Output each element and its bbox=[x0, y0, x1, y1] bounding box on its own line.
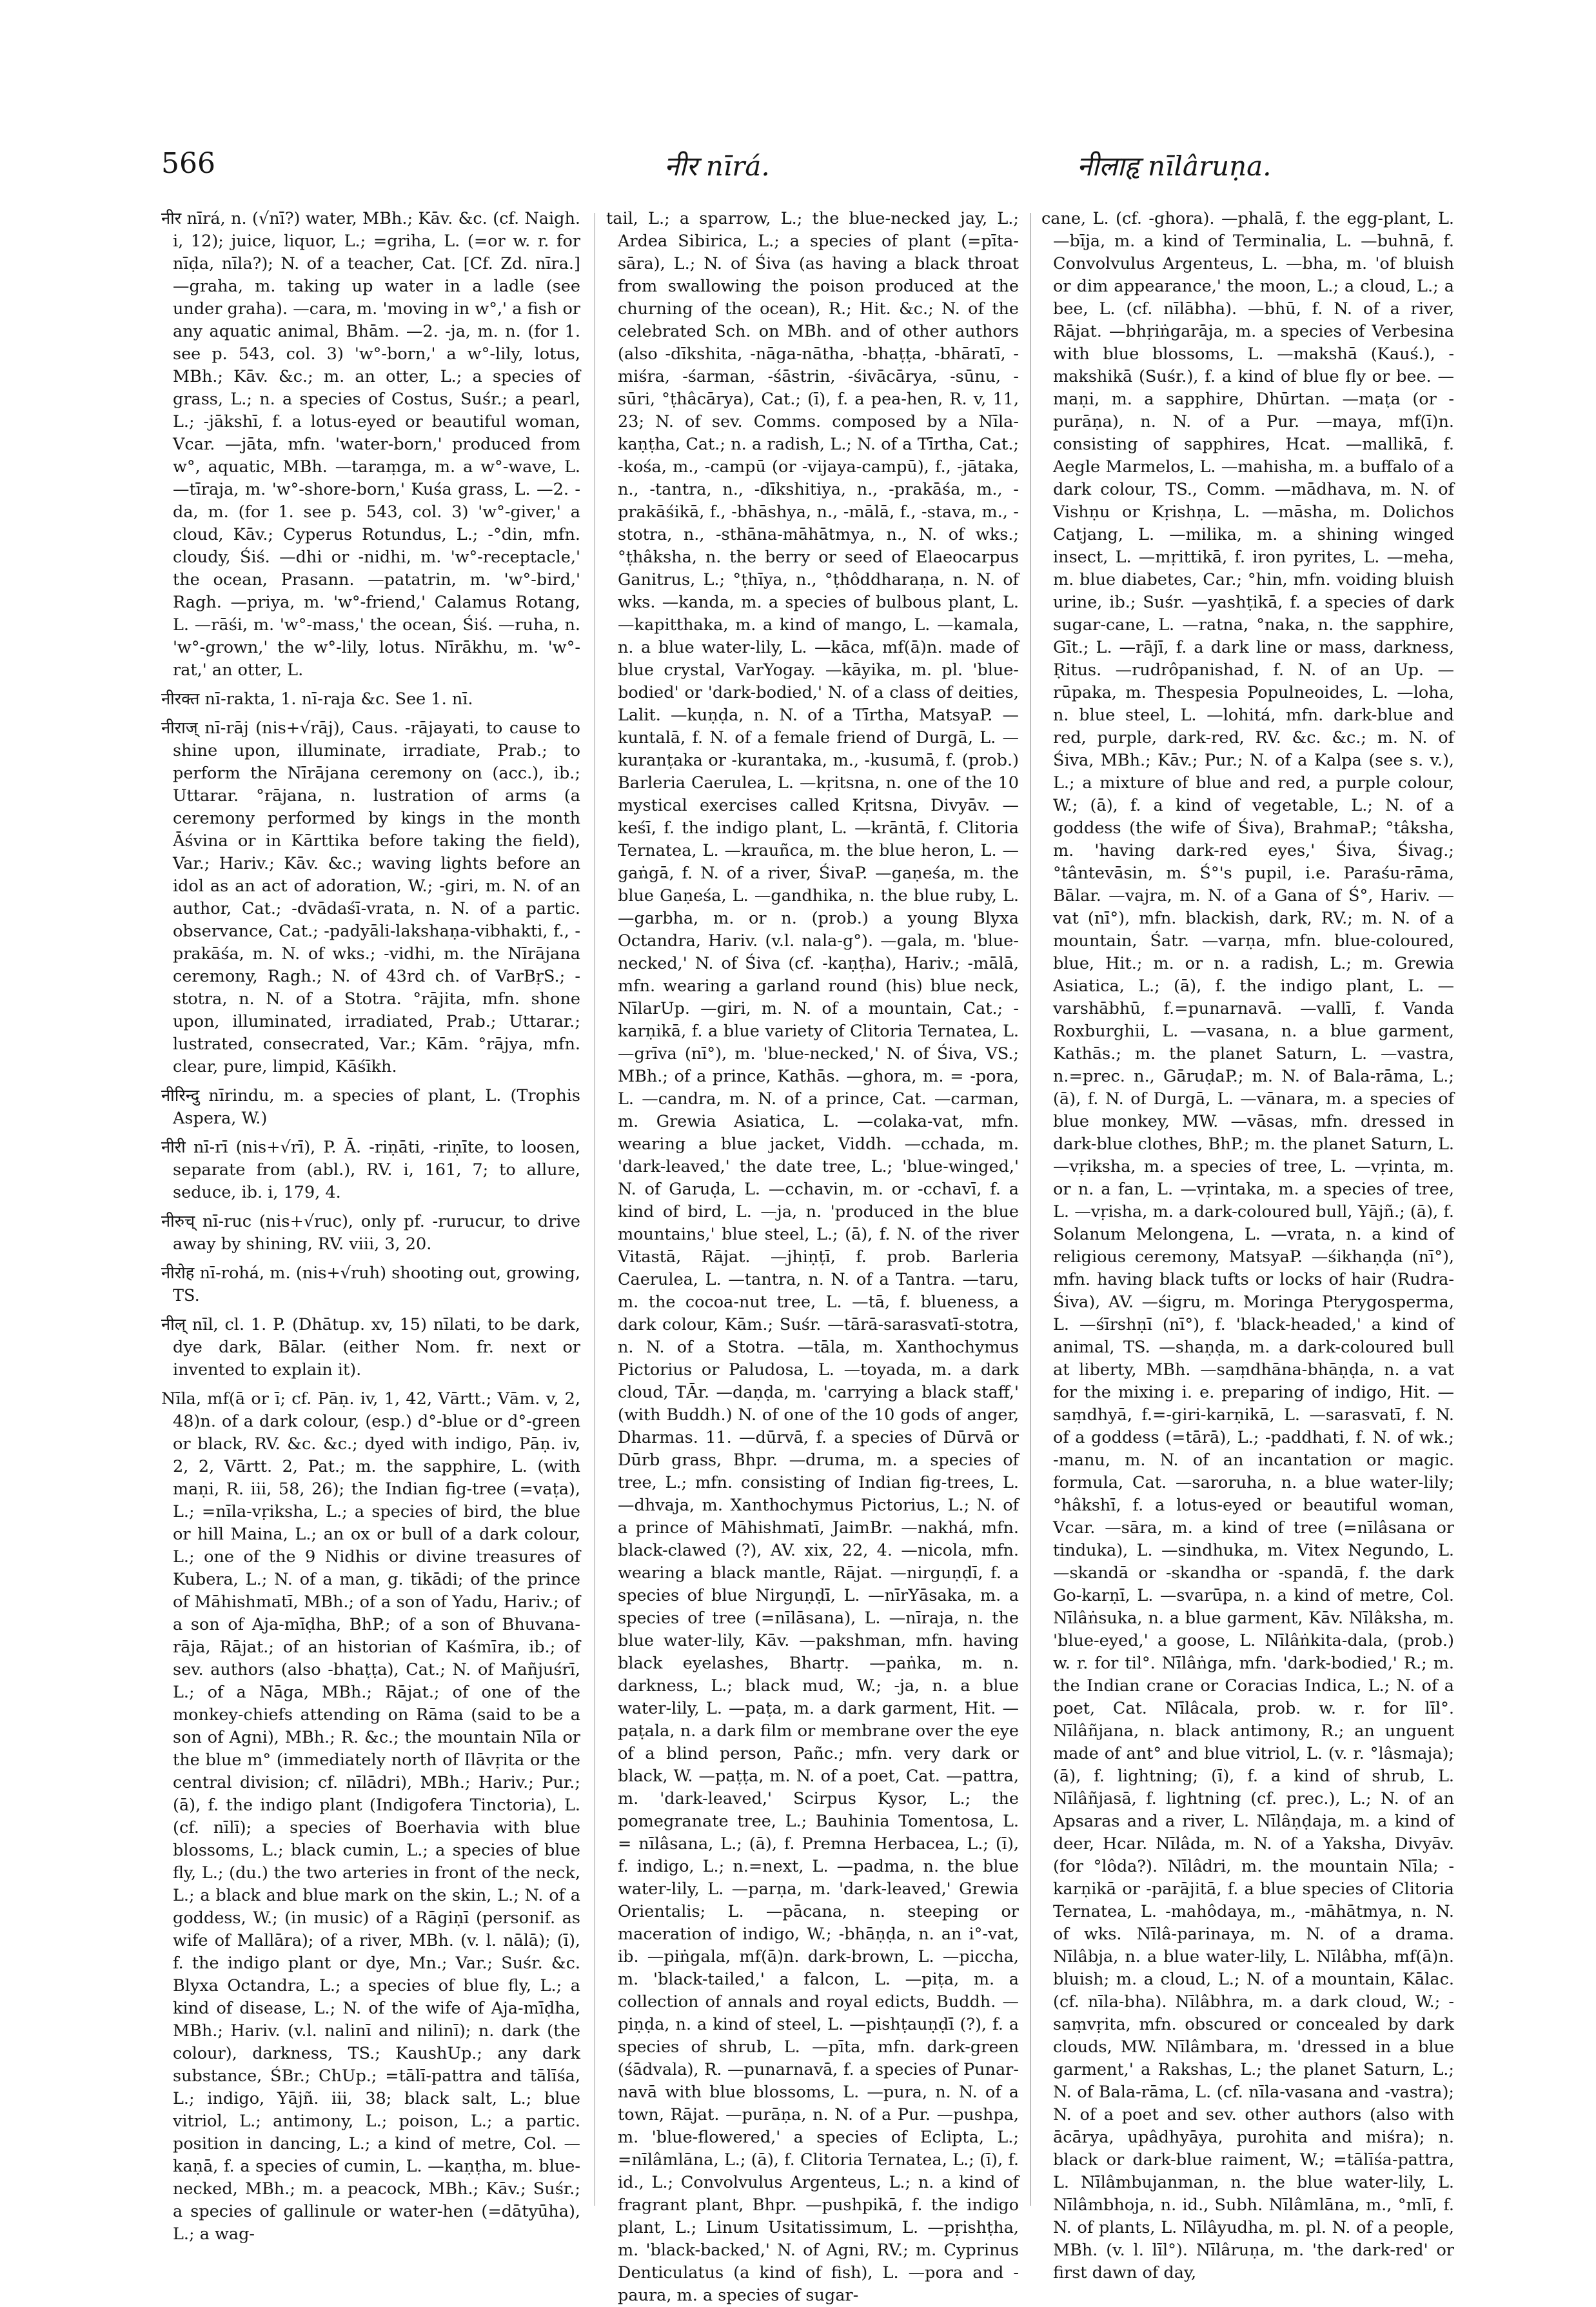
dictionary-entry: नीरुच् nī-ruc (nis+√ruc), only pf. -rurucur, to drive away by shining, RV. viii, 3, 20. bbox=[161, 1212, 580, 1254]
dictionary-entry: tail, L.; a sparrow, L.; the blue-necked jay, L.; Ardea Sibirica, L.; a species of plant (=pīta-sāra), L.; N. of Śiva (as having a black throat from swallowing the poison produced at the churning of the ocean), R.; Hit. &c.; N. of the celebrated Sch. on MBh. and of other authors (also -dīkshita, -nāga-nātha, -bhaṭṭa, -bhāratī, -miśra, -śarman, -śāstrin, -śivācārya, -sūnu, -sūri, °ṭhâcārya), Cat.; (ī), f. a pea-hen, R. v, 11, 23; N. of sev. Comms. composed by a Nīla-kaṇṭha, Cat.; n. a radish, L.; N. of a Tīrtha, Cat.; -kośa, m., -campū (or -vijaya-campū), f., -jātaka, n., -tantra, n., -dīkshitiya, n., -prakāśa, m., -prakāśikā, f., -bhāshya, n., -mālā, f., -stava, m., -stotra, n., -sthāna-māhātmya, n., N. of wks.; °ṭhâksha, n. the berry or seed of Elaeocarpus Ganitrus, L.; °ṭhīya, n., °ṭhôddharaṇa, n. N. of wks. —kanda, m. a species of bulbous plant, L. —kapitthaka, m. a kind of mango, L. —kamala, n. a blue water-lily, L. —kāca, mf(ā)n. made of blue crystal, VarYogay. —kāyika, m. pl. 'blue-bodied' or 'dark-bodied,' N. of a class of deities, Lalit. —kuṇḍa, n. N. of a Tīrtha, MatsyaP. —kuntalā, f. N. of a female friend of Durgā, L. —kuranṭaka or -kurantaka, m., -kusumā, f. (prob.) Barleria Caerulea, L. —kṛitsna, n. one of the 10 mystical exercises called Kṛitsna, Divyāv. —keśī, f. the indigo plant, L. —krāntā, f. Clitoria Ternatea, L. —krauñca, m. the blue heron, L. —gaṅgā, f. N. of a river, ŚivaP. —gaṇeśa, m. the blue Gaṇeśa, L. —gandhika, n. the blue ruby, L. —garbha, m. or n. (prob.) a young Blyxa Octandra, Hariv. (v.l. nala-g°). —gala, m. 'blue-necked,' N. of Śiva (cf. -kaṇṭha), Hariv.; -mālā, mfn. wearing a garland round (his) blue neck, NīlarUp. —giri, m. N. of a mountain, Cat.; -karṇikā, f. a blue variety of Clitoria Ternatea, L. —grīva (nī°), m. 'blue-necked,' N. of Śiva, VS.; MBh.; of a prince, Kathās. —ghora, m. = -pora, L. —candra, m. N. of a prince, Cat. —carman, m. Grewia Asiatica, L. —colaka-vat, mfn. wearing a blue jacket, Viddh. —cchada, m. 'dark-leaved,' the date tree, L.; 'blue-winged,' N. of Garuḍa, L. —cchavin, m. or -cchavī, f. a kind of bird, L. —ja, n. 'produced in the blue mountains,' blue steel, L.; (ā), f. N. of the river Vitastā, Rājat. —jhiṇṭī, f. prob. Barleria Caerulea, L. —tantra, n. N. of a Tantra. —taru, m. the cocoa-nut tree, L. —tā, f. blueness, a dark colour, Kām.; Suśr. —tārā-sarasvatī-stotra, n. N. of a Stotra. —tāla, m. Xanthochymus Pictorius or Paludosa, L. —toyada, m. a dark cloud, TĀr. —daṇḍa, m. 'carrying a black staff,' (with Buddh.) N. of one of the 10 gods of anger, Dharmas. 11. —dūrvā, f. a species of Dūrvā or Dūrb grass, Bhpr. —druma, m. a species of tree, L.; mfn. consisting of Indian fig-trees, L. —dhvaja, m. Xanthochymus Pictorius, L.; N. of a prince of Māhishmatī, JaimBr. —nakhá, mfn. black-clawed (?), AV. xix, 22, 4. —nicola, mfn. wearing a black mantle, Rājat. —nirguṇḍī, f. a species of blue Nirguṇḍī, L. —nīrYāsaka, m. a species of tree (=nīlāsana), L. —nīraja, n. the blue water-lily, Kāv. —pakshman, mfn. having black eyelashes, Bhartṛ. —paṅka, m. n. darkness, L.; black mud, W.; -ja, n. a blue water-lily, L. —paṭa, m. a dark garment, Hit. —paṭala, n. a dark film or membrane over the eye of a blind person, Pañc.; mfn. very dark or black, W. —paṭṭa, m. N. of a poet, Cat. —pattra, m. 'dark-leaved,' Scirpus Kysor, L.; the pomegranate tree, L.; Bauhinia Tomentosa, L. = nīlâsana, L.; (ā), f. Premna Herbacea, L.; (ī), f. indigo, L.; n.=next, L. —padma, n. the blue water-lily, L. —parṇa, m. 'dark-leaved,' Grewia Orientalis; L. —pācana, n. steeping or maceration of indigo, W.; -bhāṇḍa, n. an i°-vat, ib. —piṅgala, mf(ā)n. dark-brown, L. —piccha, m. 'black-tailed,' a falcon, L. —piṭa, m. a collection of annals and royal edicts, Buddh. —piṇḍa, n. a kind of steel, L. —pishṭauṇḍī (?), f. a species of shrub, L. —pīta, mfn. dark-green (śādvala), R. —punarnavā, f. a species of Punar-navā with blue blossoms, L. —pura, n. N. of a town, Rājat. —purāṇa, n. N. of a Pur. —pushpa, m. 'blue-flowered,' a species of Eclipta, L.; =nīlâmlāna, L.; (ā), f. Clitoria Ternatea, L.; (ī), f. id., L.; Convolvulus Argenteus, L.; n. a kind of fragrant plant, Bhpr. —pushpikā, f. the indigo plant, L.; Linum Usitatissimum, L. —pṛishṭha, m. 'black-backed,' N. of Agni, RV.; m. Cyprinus Denticulatus (a kind of fish), L. —pora and -paura, m. a species of sugar- bbox=[606, 209, 1019, 2305]
dictionary-entry: नीराज् nī-rāj (nis+√rāj), Caus. -rājayati, to cause to shine upon, illuminate, irradiate, Prab.; to perform the Nīrājana ceremony on (acc.), ib.; Uttarar. °rājana, n. lustration of arms (a ceremony performed by kings in the month Āśvina or in Kārttika before taking the field), Var.; Hariv.; Kāv. &c.; waving lights before an idol as an act of adoration, W.; -giri, m. N. of an author, Cat.; -dvādaśī-vrata, n. N. of a partic. observance, Cat.; -padyāli-lakshaṇa-vibhakti, f., -prakāśa, m. N. of wks.; -vidhi, m. the Nīrājana ceremony, Ragh.; N. of 43rd ch. of VarBṛS.; -stotra, n. N. of a Stotra. °rājita, mfn. shone upon, illuminated, irradiated, Prab.; Uttarar.; lustrated, consecrated, Var.; Kām. °rājya, mfn. clear, pure, limpid, Kāśīkh. bbox=[161, 718, 580, 1076]
dictionary-entry: नीरिन्दु nīrindu, m. a species of plant, L. (Trophis Aspera, W.) bbox=[161, 1086, 580, 1128]
text-column-3 bbox=[1041, 208, 1454, 2282]
text-column-2 bbox=[606, 208, 1019, 2305]
dictionary-entry: नील् nīl, cl. 1. P. (Dhātup. xv, 15) nīlati, to be dark, dye dark, Bālar. (either Nom. fr. next or invented to explain it). bbox=[161, 1315, 580, 1380]
page-header bbox=[161, 147, 1451, 192]
dictionary-entry: cane, L. (cf. -ghora). —phalā, f. the egg-plant, L. —bīja, m. a kind of Terminalia, L. —buhnā, f. Convolvulus Argenteus, L. —bha, m. 'of bluish or dim appearance,' the moon, L.; a cloud, L.; a bee, L. (cf. nīlābha). —bhū, f. N. of a river, Rājat. —bhṛiṅgarāja, m. a species of Verbesina with blue blossoms, L. —makshā (Kauś.), -makshikā (Suśr.), f. a kind of blue fly or bee. —maṇi, m. a sapphire, Dhūrtan. —maṭa (or -purāṇa), n. N. of a Pur. —maya, mf(ī)n. consisting of sapphires, Hcat. —mallikā, f. Aegle Marmelos, L. —mahisha, m. a buffalo of a dark colour, TS., Comm. —mādhava, m. N. of Vishṇu or Kṛishṇa, L. —māsha, m. Dolichos Catjang, L. —milika, m. a shining winged insect, L. —mṛittikā, f. iron pyrites, L. —meha, m. blue diabetes, Car.; °hin, mfn. voiding bluish urine, ib.; Suśr. —yashṭikā, f. a species of dark sugar-cane, L. —ratna, °naka, n. the sapphire, Gīt.; L. —rājī, f. a dark line or mass, darkness, Ṛitus. —rudrôpanishad, f. N. of an Up. —rūpaka, m. Thespesia Populneoides, L. —loha, n. blue steel, L. —lohitá, mfn. dark-blue and red, purple, dark-red, RV. &c. &c.; m. N. of Śiva, MBh.; Kāv.; Pur.; N. of a Kalpa (see s. v.), L.; a mixture of blue and red, a purple colour, W.; (ā), f. a kind of vegetable, L.; N. of a goddess (the wife of Śiva), BrahmaP.; °tâksha, m. 'having dark-red eyes,' Śiva, Śivag.; °tântevāsin, m. Ś°'s pupil, i.e. Paraśu-rāma, Bālar. —vajra, m. N. of a Gana of Ś°, Hariv. —vat (nī°), mfn. blackish, dark, RV.; m. N. of a mountain, Śatr. —varṇa, mfn. blue-coloured, blue, Hit.; m. or n. a radish, L.; m. Grewia Asiatica, L.; (ā), f. the indigo plant, L. —varshābhū, f.=punarnavā. —vallī, f. Vanda Roxburghii, L. —vasana, n. a blue garment, Kathās.; m. the planet Saturn, L. —vastra, n.=prec. n., GāruḍaP.; m. N. of Bala-rāma, L.; (ā), f. N. of Durgā, L. —vānara, m. a species of blue monkey, MW. —vāsas, mfn. dressed in dark-blue clothes, BhP.; m. the planet Saturn, L. —vṛiksha, m. a species of tree, L. —vṛinta, m. or n. a fan, L. —vṛintaka, m. a species of tree, L. —vṛisha, m. a dark-coloured bull, Yājñ.; (ā), f. Solanum Melongena, L. —vrata, n. a kind of religious ceremony, MatsyaP. —śikhaṇḍa (nī°), mfn. having black tufts or locks of hair (Rudra-Śiva), AV. —śigru, m. Moringa Pterygosperma, L. —śīrshṇī (nī°), f. 'black-headed,' a kind of animal, TS. —shaṇḍa, m. a dark-coloured bull at liberty, MBh. —saṃdhāna-bhāṇḍa, n. a vat for the mixing i. e. preparing of indigo, Hit. —saṃdhyā, f.=-giri-karṇikā, L. —sarasvatī, f. N. of a goddess (=tārā), L.; -paddhati, f. N. of wk.; -manu, m. N. of an incantation or magic. formula, Cat. —saroruha, n. a blue water-lily; °hâkshī, f. a lotus-eyed or beautiful woman, Vcar. —sāra, m. a kind of tree (=nīlâsana or tinduka), L. —sindhuka, m. Vitex Negundo, L. —skandā or -skandha or -spandā, f. the dark Go-karṇī, L. —svarūpa, n. a kind of metre, Col. Nīlâṅsuka, n. a blue garment, Kāv. Nīlâksha, m. 'blue-eyed,' a goose, L. Nīlâṅkita-dala, (prob.) w. r. for til°. Nīlâṅga, mfn. 'dark-bodied,' R.; m. the Indian crane or Coracias Indica, L.; N. of a poet, Cat. Nīlâcala, prob. w. r. for līl°. Nīlâñjana, n. black antimony, R.; an unguent made of ant° and blue vitriol, L. (v. r. °lâsmaja); (ā), f. lightning; (ī), f. a kind of shrub, L. Nīlâñjasā, f. lightning (cf. prec.), L.; N. of an Apsaras and a river, L. Nīlâṇḍaja, m. a kind of deer, Hcar. Nīlâda, m. N. of a Yaksha, Divyāv. (for °lôda?). Nīlâdri, m. the mountain Nīla; -karṇikā or -parājitā, f. a blue species of Clitoria Ternatea, L. -mahôdaya, m., -māhātmya, n. N. of wks. Nīlâ-parinaya, m. N. of a drama. Nīlâbja, n. a blue water-lily, L. Nīlâbha, mf(ā)n. bluish; m. a cloud, L.; N. of a mountain, Kālac. (cf. nīla-bha). Nīlâbhra, m. a dark cloud, W.; -saṃvṛita, mfn. obscured or concealed by dark clouds, MW. Nīlâmbara, m. 'dressed in a blue garment,' a Rakshas, L.; the planet Saturn, L.; N. of Bala-rāma, L. (cf. nīla-vasana and -vastra); N. of a poet and sev. other authors (also with ācārya, upâdhyāya, purohita and miśra); n. black or dark-blue raiment, W.; =tālīśa-pattra, L. Nīlâmbujanman, n. the blue water-lily, L. Nīlâmbhoja, n. id., Subh. Nīlâmlāna, m., °mlī, f. N. of plants, L. Nīlâyudha, m. pl. N. of a people, MBh. (v. l. līl°). Nīlâruṇa, m. 'the dark-red' or first dawn of day, bbox=[1041, 209, 1454, 2282]
dictionary-entry: नीरोह nī-rohá, m. (nis+√ruh) shooting out, growing, TS. bbox=[161, 1263, 580, 1305]
dictionary-entry: नीरी nī-rī (nis+√rī), P. Ā. -riṇāti, -riṇīte, to loosen, separate from (abl.), RV. i, 161, 7; to allure, seduce, ib. i, 179, 4. bbox=[161, 1138, 580, 1202]
dictionary-entry: Nīla, mf(ā or ī; cf. Pāṇ. iv, 1, 42, Vārtt.; Vām. v, 2, 48)n. of a dark colour, (esp.) d°-blue or d°-green or black, RV. &c. &c.; dyed with indigo, Pāṇ. iv, 2, 2, Vārtt. 2, Pat.; m. the sapphire, L. (with maṇi, R. iii, 58, 26); the Indian fig-tree (=vaṭa), L.; =nīla-vṛiksha, L.; a species of bird, the blue or hill Maina, L.; an ox or bull of a dark colour, L.; one of the 9 Nidhis or divine treasures of Kubera, L.; N. of a man, g. tikādi; of the prince of Māhishmatī, MBh.; of a son of Yadu, Hariv.; of a son of Aja-mīḍha, BhP.; of a son of Bhuvana-rāja, Rājat.; of an historian of Kaśmīra, ib.; of sev. authors (also -bhaṭṭa), Cat.; N. of Mañjuśrī, L.; of a Nāga, MBh.; Rājat.; of one of the monkey-chiefs attending on Rāma (said to be a son of Agni), MBh.; R. &c.; the mountain Nīla or the blue m° (immediately north of Ilāvṛita or the central division; cf. nīlādri), MBh.; Hariv.; Pur.; (ā), f. the indigo plant (Indigofera Tinctoria), L. (cf. nīlī); a species of Boerhavia with blue blossoms, L.; black cumin, L.; a species of blue fly, L.; (du.) the two arteries in front of the neck, L.; a black and blue mark on the skin, L.; N. of a goddess, W.; (in music) of a Rāgiṇī (personif. as wife of Mallāra); of a river, MBh. (v. l. nālā); (ī), f. the indigo plant or dye, Mn.; Var.; Suśr. &c. Blyxa Octandra, L.; a species of blue fly, L.; a kind of disease, L.; N. of the wife of Aja-mīḍha, MBh.; Hariv. (v.l. nalinī and nilinī); n. dark (the colour), darkness, TS.; KaushUp.; any dark substance, ŚBr.; ChUp.; =tālī-pattra and tālīśa, L.; indigo, Yājñ. iii, 38; black salt, L.; blue vitriol, L.; antimony, L.; poison, L.; a partic. position in dancing, L.; a kind of metre, Col. —kaṇā, f. a species of cumin, L. —kaṇṭha, m. blue-necked, MBh.; m. a peacock, MBh.; Kāv.; Suśr.; a species of gallinule or water-hen (=dātyūha), L.; a wag- bbox=[161, 1389, 580, 2244]
dictionary-entry: नीर nīrá, n. (√nī?) water, MBh.; Kāv. &c. (cf. Naigh. i, 12); juice, liquor, L.; =griha, L. (=or w. r. for nīḍa, nīla?); N. of a teacher, Cat. [Cf. Zd. nīra.] —graha, m. taking up water in a ladle (see under graha). —cara, m. 'moving in w°,' a fish or any aquatic animal, Bhām. —2. -ja, m. n. (for 1. see p. 543, col. 3) 'w°-born,' a w°-lily, lotus, MBh.; Kāv. &c.; m. an otter, L.; a species of grass, L.; n. a species of Costus, Suśr.; a pearl, L.; -jākshī, f. a lotus-eyed or beautiful woman, Vcar. —jāta, mfn. 'water-born,' produced from w°, aquatic, MBh. —taraṃga, m. a w°-wave, L. —tīraja, m. 'w°-shore-born,' Kuśa grass, L. —2. -da, m. (for 1. see p. 543, col. 3) 'w°-giver,' a cloud, Kāv.; Cyperus Rotundus, L.; -°din, mfn. cloudy, Śiś. —dhi or -nidhi, m. 'w°-receptacle,' the ocean, Prasann. —patatrin, m. 'w°-bird,' Ragh. —priya, m. 'w°-friend,' Calamus Rotang, L. —rāśi, m. 'w°-mass,' the ocean, Śiś. —ruha, n. 'w°-grown,' the w°-lily, lotus. Nīrākhu, m. 'w°-rat,' an otter, L. bbox=[161, 209, 580, 680]
right-running-head: नीलाहृ nīlâruṇa. bbox=[1077, 150, 1272, 182]
column-divider bbox=[1030, 213, 1031, 2206]
left-running-head: नीर nīrá. bbox=[664, 150, 770, 182]
page-number: 566 bbox=[161, 147, 215, 180]
text-column-1 bbox=[161, 208, 580, 2244]
dictionary-entry: नीरक्त nī-rakta, 1. nī-raja &c. See 1. nī. bbox=[161, 689, 473, 709]
